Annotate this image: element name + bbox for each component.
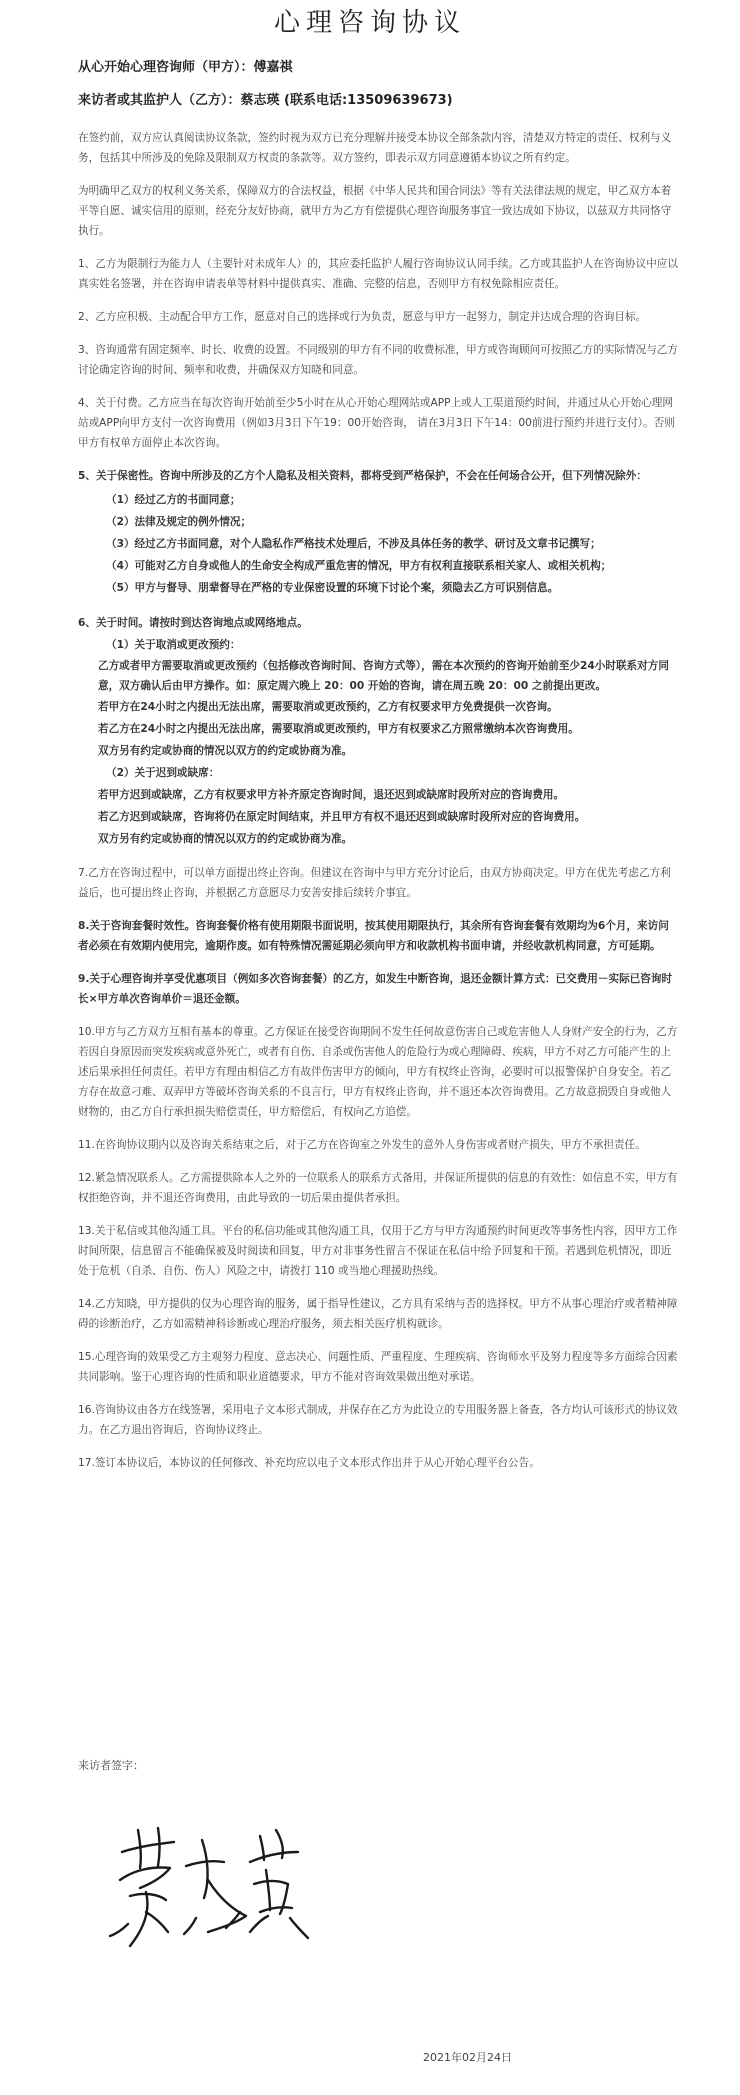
clause-4: 4、关于付费。乙方应当在每次咨询开始前至少5小时在从心开始心理网站或APP上或人工渠道预约时间，并通过从心开始心理网站或APP向甲方支付一次咨询费用（例如3月3日下午19：00开始咨询， 请在3月3日下午14：00前进行预约并进行支付）。否则甲方有权单方面停止本次咨询。	[78, 397, 675, 449]
clause-5: 5、关于保密性。咨询中所涉及的乙方个人隐私及相关资料，都将受到严格保护，不会在任何场合公开，但下列情况除外：	[78, 470, 647, 482]
party-b: 来访者或其监护人（乙方）：蔡志瑛 (联系电话:13509639673)	[78, 93, 453, 108]
clause-8: 8.关于咨询套餐时效性。咨询套餐价格有使用期限书面说明，按其使用期限执行，其余所有咨询套餐有效期均为6个月，来访问者必须在有效期内使用完，逾期作废。如有特殊情况需延期必须向甲方和收款机构书面申请，并经收款机构同意，方可延期。	[78, 920, 669, 952]
signing-date: 2021年02月24日	[423, 2051, 512, 2064]
preamble-paragraph: 为明确甲乙双方的权利义务关系，保障双方的合法权益，根据《中华人民共和国合同法》等有关法律法规的规定，甲乙双方本着平等自愿、诚实信用的原则，经充分友好协商，就甲方为乙方有偿提供心理咨询服务事宜一致达成如下协议，以兹双方共同恪守执行。	[78, 185, 672, 237]
clause-15: 15.心理咨询的效果受乙方主观努力程度、意志决心、问题性质、严重程度、生理疾病、咨询师水平及努力程度等多方面综合因素共同影响。鉴于心理咨询的性质和职业道德要求，甲方不能对咨询效果做出绝对承诺。	[78, 1351, 678, 1383]
party-a: 从心开始心理咨询师（甲方）：傅嘉祺	[78, 60, 293, 75]
agreement-body	[78, 128, 678, 1486]
signature-label: 来访者签字：	[78, 1759, 144, 1772]
clause-6-2-heading: （2）关于迟到或缺席：	[106, 767, 220, 779]
clause-2: 2、乙方应积极、主动配合甲方工作，愿意对自己的选择或行为负责，愿意与甲方一起努力，制定并达成合理的咨询目标。	[78, 311, 647, 323]
clause-5-item: （2）法律及规定的例外情况；	[106, 516, 252, 528]
clause-6: 6、关于时间。请按时到达咨询地点或网络地点。	[78, 617, 308, 629]
clause-9: 9.关于心理咨询并享受优惠项目（例如多次咨询套餐）的乙方，如发生中断咨询，退还金额计算方式：已交费用－实际已咨询时长×甲方单次咨询单价＝退还金额。	[78, 973, 673, 1005]
clause-10: 10.甲方与乙方双方互相有基本的尊重。乙方保证在接受咨询期间不发生任何故意伤害自己或危害他人人身财产安全的行为，乙方若因自身原因而突发疾病或意外死亡，或者有自伤、自杀或伤害他人的危险行为或心理障碍、疾病，甲方不对乙方可能产生的上述后果承担任何责任。若甲方有理由相信乙方有故伴伤害甲方的倾向，甲方有权终止咨询，必要时可以报警保护自身安全。若乙方存在故意刁难、双弄甲方等破坏咨询关系的不良言行，甲方有权终止咨询，并不退还本次咨询费用。乙方故意损毁自身或他人财物的，由乙方自行承担损失赔偿责任，甲方赔偿后，有权向乙方追偿。	[78, 1026, 678, 1118]
clause-5-item: （5）甲方与督导、朋辈督导在严格的专业保密设置的环境下讨论个案，须隐去乙方可识别信息。	[106, 582, 559, 594]
clause-14: 14.乙方知晓，甲方提供的仅为心理咨询的服务，属于指导性建议，乙方具有采纳与否的选择权。甲方不从事心理治疗或者精神障碍的诊断治疗，乙方如需精神科诊断或心理治疗服务，须去相关医疗机构就诊。	[78, 1298, 678, 1330]
clause-6-1-text: 若甲方在24小时之内提出无法出席，需要取消或更改预约，乙方有权要求甲方免费提供一次咨询。	[98, 701, 558, 713]
page-title: 心理咨询协议	[273, 8, 466, 38]
clause-6-1-text: 若乙方在24小时之内提出无法出席，需要取消或更改预约，甲方有权要求乙方照常缴纳本次咨询费用。	[98, 723, 579, 735]
intro-paragraph: 在签约前，双方应认真阅读协议条款，签约时视为双方已充分理解并接受本协议全部条款内容，清楚双方特定的责任、权利与义务，包括其中所涉及的免除及限制双方权责的条款等。双方签约，即表示双方同意遵循本协议之所有约定。	[78, 132, 672, 164]
clause-17: 17.签订本协议后，本协议的任何修改、补充均应以电子文本形式作出并于从心开始心理平台公告。	[78, 1457, 540, 1469]
clause-6-2-text: 双方另有约定或协商的情况以双方的约定或协商为准。	[98, 833, 353, 845]
clause-6-2-text: 若甲方迟到或缺席，乙方有权要求甲方补齐原定咨询时间，退还迟到或缺席时段所对应的咨询费用。	[98, 789, 565, 801]
clause-11: 11.在咨询协议期内以及咨询关系结束之后，对于乙方在咨询室之外发生的意外人身伤害或者财产损失，甲方不承担责任。	[78, 1139, 646, 1151]
clause-6-1-text: 乙方或者甲方需要取消或更改预约（包括修改咨询时间、咨询方式等），需在本次预约的咨询开始前至少24小时联系对方同意，双方确认后由甲方操作。如：原定周六晚上 20：00 开始的咨询，请在周五晚 20：00 之前提出更改。	[98, 660, 669, 692]
clause-1: 1、乙方为限制行为能力人（主要针对未成年人）的，其应委托监护人履行咨询协议认同手续。乙方或其监护人在咨询协议中应以真实姓名签署，并在咨询申请表单等材料中提供真实、准确、完整的信息，否则甲方有权免除相应责任。	[78, 258, 678, 290]
handwritten-signature	[100, 1800, 340, 1970]
clause-16: 16.咨询协议由各方在线签署，采用电子文本形式制成，并保存在乙方为此设立的专用服务器上备查，各方均认可该形式的协议效力。在乙方退出咨询后，咨询协议终止。	[78, 1404, 678, 1436]
clause-3: 3、咨询通常有固定频率、时长、收费的设置。不同级别的甲方有不同的收费标准，甲方或咨询顾问可按照乙方的实际情况与乙方讨论确定咨询的时间、频率和收费，并确保双方知晓和同意。	[78, 344, 678, 376]
clause-13: 13.关于私信或其他沟通工具。平台的私信功能或其他沟通工具，仅用于乙方与甲方沟通预约时间更改等事务性内容，因甲方工作时间所限，信息留言不能确保被及时阅读和回复，甲方对非事务性留言不保证在私信中给予回复和干预。若遇到危机情况，即近处于危机（自杀、自伤、伤人）风险之中，请拨打 110 或当地心理援助热线。	[78, 1225, 678, 1277]
clause-6-2-text: 若乙方迟到或缺席，咨询将仍在原定时间结束，并且甲方有权不退还迟到或缺席时段所对应的咨询费用。	[98, 811, 586, 823]
clause-12: 12.紧急情况联系人。乙方需提供除本人之外的一位联系人的联系方式备用，并保证所提供的信息的有效性：如信息不实，甲方有权拒绝咨询，并不退还咨询费用，由此导致的一切后果由提供者承担。	[78, 1172, 678, 1204]
clause-7: 7.乙方在咨询过程中，可以单方面提出终止咨询。但建议在咨询中与甲方充分讨论后，由双方协商决定。甲方在优先考虑乙方利益后，也可提出终止咨询，并根据乙方意愿尽力安善安排后续转介事宜。	[78, 867, 671, 899]
clause-6-1-text: 双方另有约定或协商的情况以双方的约定或协商为准。	[98, 745, 353, 757]
clause-6-1-heading: （1）关于取消或更改预约：	[106, 639, 241, 651]
clause-5-item: （4）可能对乙方自身或他人的生命安全构成严重危害的情况，甲方有权利直接联系相关家人、或相关机构；	[106, 560, 612, 572]
clause-5-item: （3）经过乙方书面同意，对个人隐私作严格技术处理后，不涉及具体任务的教学、研讨及文章书记撰写；	[106, 538, 601, 550]
clause-5-item: （1）经过乙方的书面同意；	[106, 494, 241, 506]
